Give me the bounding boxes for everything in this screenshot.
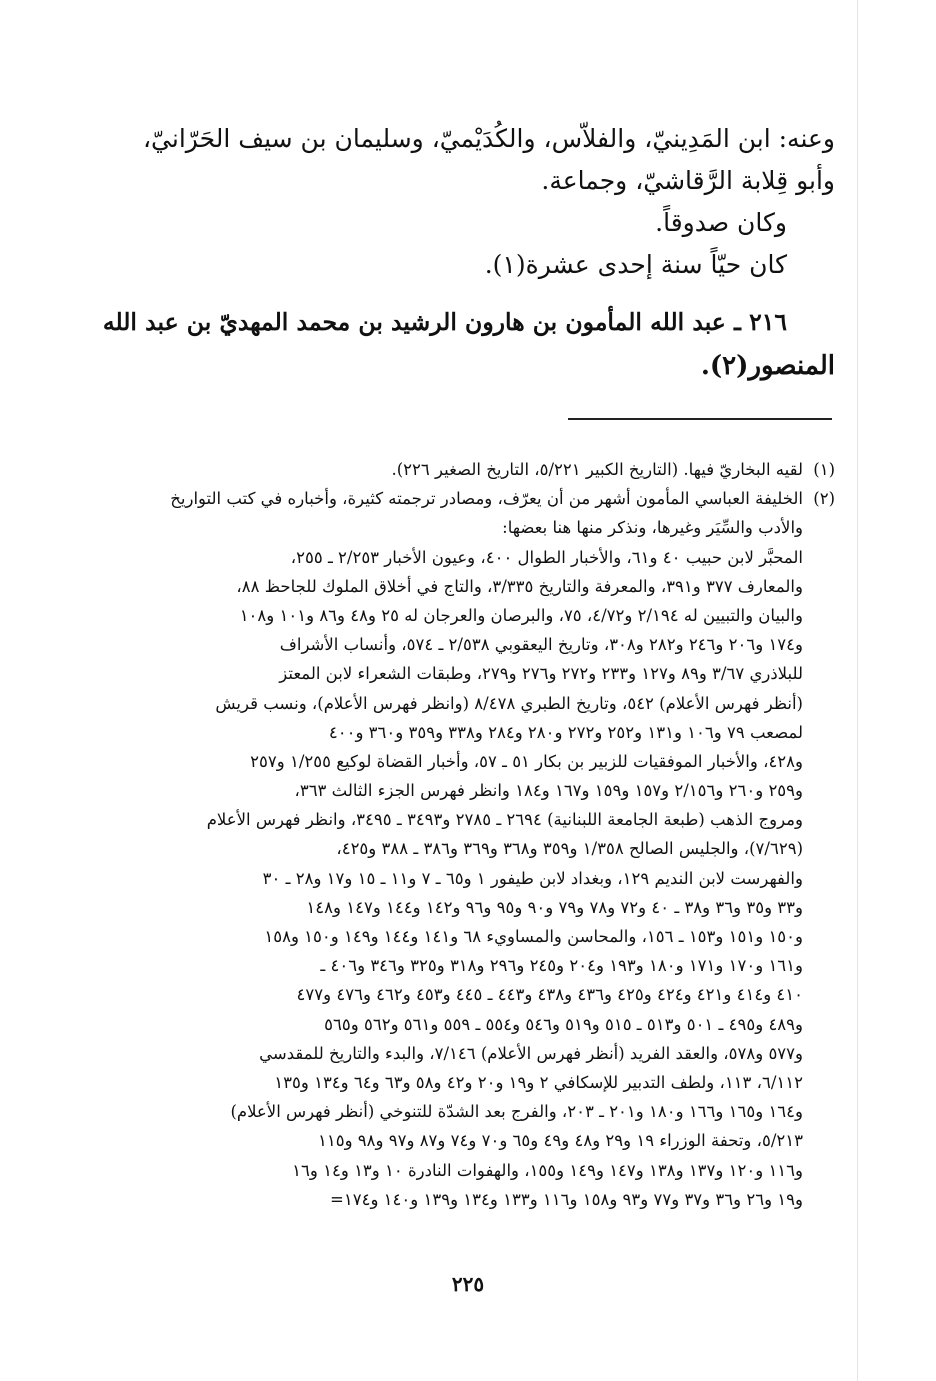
footnotes	[100, 455, 835, 1214]
footnote-line: و١١٦ و١٢٠ و١٣٧ و١٣٨ و١٤٧ و١٤٩ و١٥٥، والهفوات النادرة ١٠ و١٣ و١٤ و١٦	[292, 1160, 803, 1180]
footnote-line: و٥٧٧ و٥٧٨، والعقد الفريد (أنظر فهرس الأعلام) ٧/١٤٦، والبدء والتاريخ للمقدسي	[259, 1043, 803, 1063]
footnote-line: والبيان والتبيين له ٢/١٩٤ و٤/٧٢، ٧٥، والبرصان والعرجان له ٢٥ و٤٨ و٨٦ و١٠١ و١٠٨	[239, 605, 803, 625]
footnote-line: و٣٣ و٣٥ و٣٦ و٣٨ ـ ٤٠ و٧٢ و٧٨ و٧٩ و٩٠ و٩٥ و٩٦ و١٤٢ و١٤٤ و١٤٧ و١٤٨	[306, 897, 803, 917]
footnote-marker: (٢)	[813, 489, 835, 509]
footnote-2	[100, 484, 835, 513]
footnote-line: لمصعب ٧٩ و١٠٦ و١٣١ و٢٥٢ و٢٧٢ و٢٨٠ و٢٨٤ و٣٣٨ و٣٥٩ و٣٦٠ و٤٠٠	[328, 722, 803, 742]
footnote-line: والأدب والسِّيَر وغيرها، ونذكر منها هنا بعضها:	[502, 518, 803, 538]
footnote-line: ٤١٠ و٤١٤ و٤٢١ و٤٢٤ و٤٢٥ و٤٣٦ و٤٣٨ و٤٤٣ ـ ٤٤٥ و٤٥٣ و٤٦٢ و٤٧٦ و٤٧٧	[296, 985, 803, 1005]
page-number: ٢٢٥	[451, 1272, 485, 1296]
body-line: كان حيّاً سنة إحدى عشرة(١).	[484, 250, 787, 279]
footnote-line: المحبَّر لابن حبيب ٤٠ و٦١، والأخبار الطوال ٤٠٠، وعيون الأخبار ٢/٢٥٣ ـ ٢٥٥،	[290, 547, 803, 567]
footnote-line: و١٦١ و١٧٠ و١٧١ و١٨٠ و١٩٣ و٢٠٤ و٢٤٥ و٢٩٦ و٣١٨ و٣٢٥ و٣٤٦ و٤٠٦ ـ	[320, 956, 803, 976]
footnote-line: ومروج الذهب (طبعة الجامعة اللبنانية) ٢٦٩٤ ـ ٢٧٨٥ و٣٤٩٣ ـ ٣٤٩٥، وانظر فهرس الأعلام	[206, 810, 803, 830]
entry-heading: ٢١٦ ـ عبد الله المأمون بن هارون الرشيد بن محمد المهديّ بن عبد الله	[102, 308, 787, 336]
footnote-line: و١٩ و٢٦ و٣٦ و٣٧ و٧٧ و٩٣ و١٥٨ و١١٦ و١٣٣ و١٣٤ و١٣٩ و١٤٠ و١٧٤=	[330, 1189, 803, 1209]
entry-heading-cont: المنصور(٢).	[700, 351, 835, 381]
body-line: وكان صدوقاً.	[655, 208, 787, 237]
footnote-line: و١٧٤ و٢٠٦ و٢٤٦ و٢٨٢ و٣٠٨، وتاريخ اليعقوبي ٢/٥٣٨ ـ ٥٧٤، وأنساب الأشراف	[279, 635, 803, 655]
footnote-line: (٧/٦٢٩)، والجليس الصالح ١/٣٥٨ و٣٥٩ و٣٦٨ و٣٦٩ و٣٨٦ ـ ٣٨٨ و٤٢٥،	[336, 839, 803, 859]
body-line: وأبو قِلابة الرَّقاشيّ، وجماعة.	[541, 166, 835, 195]
footnote-line: و٤٢٨، والأخبار الموفقيات للزبير بن بكار ٥١ ـ ٥٧، وأخبار القضاة لوكيع ١/٢٥٥ و٢٥٧	[250, 751, 803, 771]
main-text	[100, 118, 835, 388]
footnote-text: لقيه البخاريّ فيها. (التاريخ الكبير ٥/٢٢١، التاريخ الصغير ٢٢٦).	[391, 460, 803, 479]
footnote-line: والفهرست لابن النديم ١٢٩، وبغداد لابن طيفور ١ و٦٥ ـ ٧ و١١ ـ ١٥ و١٧ و٢٨ ـ ٣٠	[262, 868, 803, 888]
footnote-text: الخليفة العباسي المأمون أشهر من أن يعرّف، ومصادر ترجمته كثيرة، وأخباره في كتب التواريخ	[170, 489, 803, 509]
footnote-line: و٢٥٩ و٢٦٠ و٢/١٥٦ و١٥٧ و١٥٩ و١٦٧ و١٨٤ وانظر فهرس الجزء الثالث ٣٦٣،	[294, 781, 803, 801]
footnote-line: و١٦٤ و١٦٥ و١٦٦ و١٨٠ و٢٠١ ـ ٢٠٣، والفرج بعد الشدّة للتنوخي (أنظر فهرس الأعلام)	[230, 1102, 803, 1122]
footnote-line: للبلاذري ٣/٦٧ و٨٩ و١٢٧ و٢٣٣ و٢٧٢ و٢٧٦ و٢٧٩، وطبقات الشعراء لابن المعتز	[279, 664, 803, 684]
footnote-line: و١٥٠ و١٥١ و١٥٣ ـ ١٥٦، والمحاسن والمساويء ٦٨ و١٤١ و١٤٤ و١٤٩ و١٥٠ و١٥٨	[264, 927, 803, 946]
footnote-line: والمعارف ٣٧٧ و٣٩١، والمعرفة والتاريخ ٣/٣٣٥، والتاج في أخلاق الملوك للجاحظ ٨٨،	[236, 576, 803, 596]
footnote-1	[100, 455, 835, 484]
footnote-line: ٦/١١٢، ١١٣، ولطف التدبير للإسكافي ٢ و١٩ و٢٠ و٤٢ و٥٨ و٦٣ و٦٤ و١٣٤ و١٣٥	[274, 1072, 803, 1092]
footnote-line: و٤٨٩ و٤٩٥ ـ ٥٠١ و٥١٣ ـ ٥١٥ و٥١٩ و٥٤٦ و٥٥٤ ـ ٥٥٩ و٥٦١ و٥٦٢ و٥٦٥	[324, 1014, 803, 1034]
body-line: وعنه: ابن المَدِينيّ، والفلاّس، والكُدَيْميّ، وسليمان بن سيف الحَرّانيّ،	[142, 124, 835, 153]
footnote-line: (أنظر فهرس الأعلام) ٥٤٢، وتاريخ الطبري ٨/٤٧٨ (وانظر فهرس الأعلام)، ونسب قريش	[215, 693, 803, 713]
footnote-marker: (١)	[813, 460, 835, 479]
page-edge	[857, 0, 858, 1381]
footnote-separator	[568, 418, 832, 420]
footnote-line: ٥/٢١٣، وتحفة الوزراء ١٩ و٢٩ و٤٨ و٤٩ و٦٥ و٧٠ و٧٤ و٨٧ و٩٧ و٩٨ و١١٥	[317, 1131, 803, 1151]
